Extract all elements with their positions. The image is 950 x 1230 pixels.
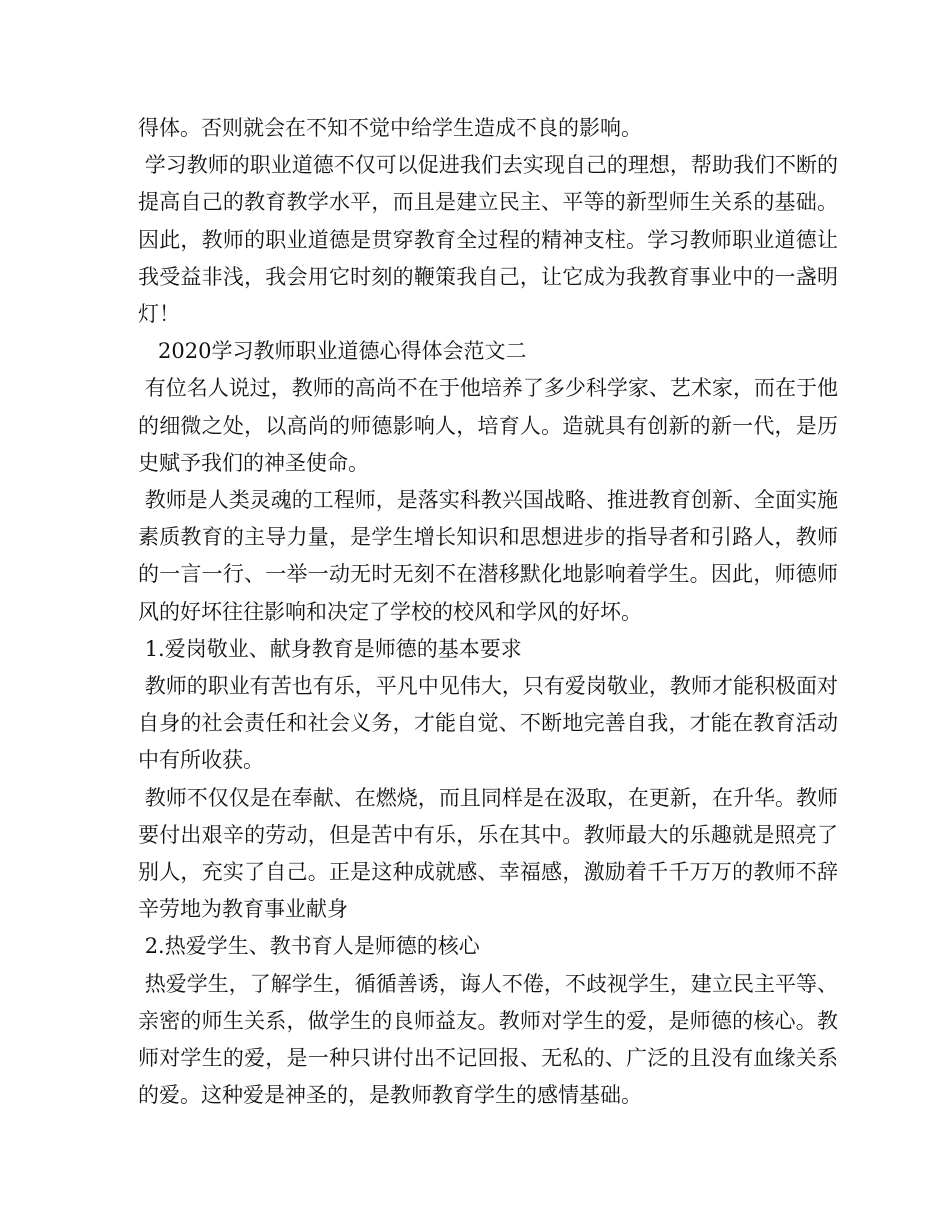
subheading-point-two: 2.热爱学生、教书育人是师德的核心: [138, 934, 480, 959]
paragraph-joy-of-teaching: 教师不仅仅是在奉献、在燃烧，而且同样是在汲取，在更新，在升华。教师要付出艰辛的劳动，但是苦中有乐，乐在其中。教师最大的乐趣就是照亮了别人，充实了自己。正是这种成就感、幸福感，激励着千千万万的教师不辞辛劳地为教育事业献身: [138, 785, 838, 922]
paragraph-love-students: 热爱学生，了解学生，循循善诱，诲人不倦，不歧视学生，建立民主平等、亲密的师生关系，做学生的良师益友。教师对学生的爱，是师德的核心。教师对学生的爱，是一种只讲付出不记回报、无私的、广泛的且没有血缘关系的爱。这种爱是神圣的，是教师教育学生的感情基础。: [138, 971, 838, 1108]
section-heading-essay-two: 2020学习教师职业道德心得体会范文二: [138, 339, 527, 364]
document-body: [138, 110, 838, 1114]
paragraph-continuation: 得体。否则就会在不知不觉中给学生造成不良的影响。: [138, 116, 642, 140]
paragraph-famous-quote: 有位名人说过，教师的高尚不在于他培养了多少科学家、艺术家，而在于他的细微之处，以高尚的师德影响人，培育人。造就具有创新的新一代，是历史赋予我们的神圣使命。: [138, 376, 838, 475]
subheading-point-one: 1.爱岗敬业、献身教育是师德的基本要求: [138, 636, 522, 661]
paragraph-dedication: 教师的职业有苦也有乐，平凡中见伟大，只有爱岗敬业，教师才能积极面对自身的社会责任和社会义务，才能自觉、不断地完善自我，才能在教育活动中有所收获。: [138, 674, 838, 773]
paragraph-professional-ethics-benefits: 学习教师的职业道德不仅可以促进我们去实现自己的理想，帮助我们不断的提高自己的教育教学水平，而且是建立民主、平等的新型师生关系的基础。因此，教师的职业道德是贯穿教育全过程的精神支柱。学习教师职业道德让我受益非浅，我会用它时刻的鞭策我自己，让它成为我教育事业中的一盏明灯！: [138, 153, 838, 327]
paragraph-teacher-role: 教师是人类灵魂的工程师，是落实科教兴国战略、推进教育创新、全面实施素质教育的主导力量，是学生增长知识和思想进步的指导者和引路人，教师的一言一行、一举一动无时无刻不在潜移默化地影响着学生。因此，师德师风的好坏往往影响和决定了学校的校风和学风的好坏。: [138, 488, 838, 624]
